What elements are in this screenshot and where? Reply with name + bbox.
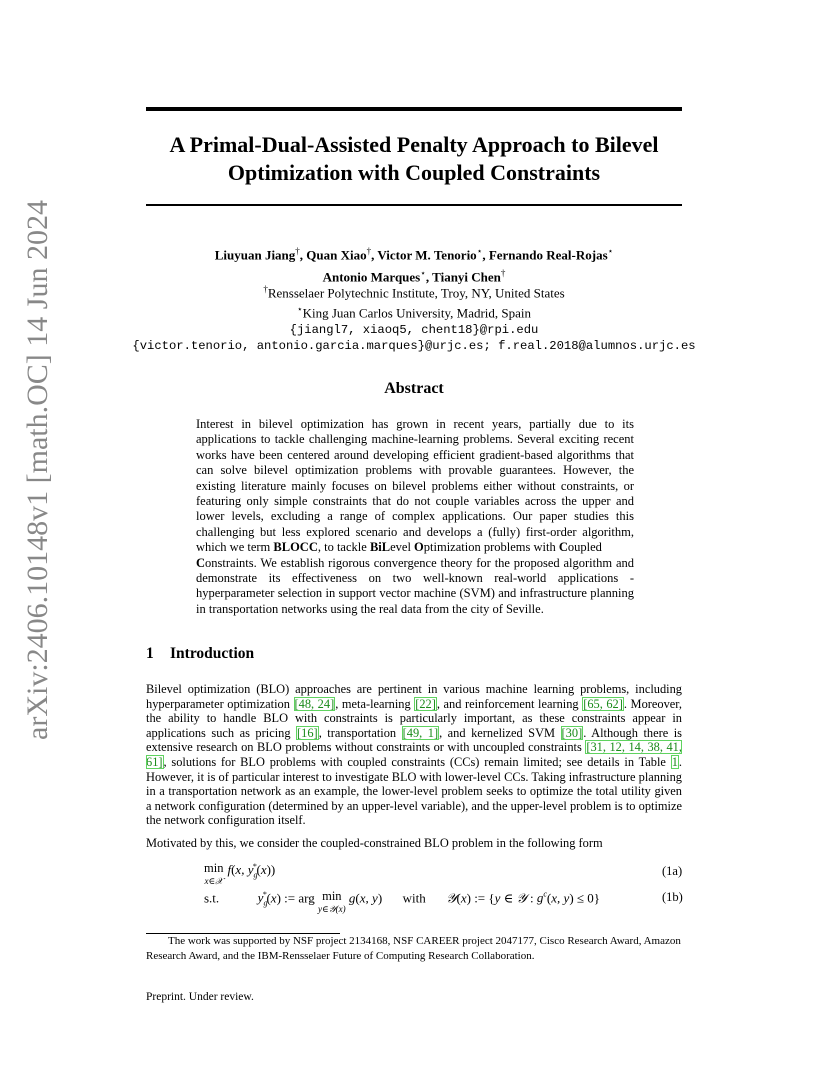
author-name: , Tianyi Chen <box>425 269 501 285</box>
equation-1a-label: (1a) <box>662 864 683 878</box>
affiliation-text: Rensselaer Polytechnic Institute, Troy, NY, United States <box>267 285 565 301</box>
author-name: Antonio Marques <box>322 269 421 285</box>
abstract-heading: Abstract <box>384 380 444 397</box>
author-mark: ⋆ <box>607 246 614 256</box>
abstract-acronym-letter: C <box>196 555 206 570</box>
abstract-acronym-letter: C <box>558 540 568 555</box>
abstract-text: Interest in bilevel optimization has grown in recent years, partially due to its applications to tackle challenging machine-learning problems. Several exciting recent works have been centered around developing efficient gradient-based algorithms that can solve bilevel optimization problems with provable guarantees. However, the existing literature mainly focuses on bilevel problems either without constraints, or featuring only simple constraints that do not couple variables across the upper and lower levels, excluding a range of complex applications. Our paper studies this challenging but less explored scenario and develops a (fully) first-order algorithm, which we term <box>196 417 634 555</box>
citation-link[interactable]: [31, 12, 14, 38, 41, 61] <box>146 740 682 769</box>
body-text: . Moreover, the ability to handle BLO with constraints is particularly important, as these constraints appear in applications such as pricing <box>146 696 683 740</box>
equation-1a: min x∈𝒳 $^{f(x, y_g^*(x))}$ <box>204 861 276 886</box>
citation-link[interactable]: [48, 24] <box>294 696 335 711</box>
equation-1b-label: (1b) <box>662 890 683 904</box>
author-name: , Victor M. Tenorio <box>371 247 477 263</box>
citation-link[interactable]: [65, 62] <box>583 696 623 711</box>
abstract-text: onstraints <box>205 555 254 570</box>
author-name: Liuyuan Jiang <box>214 247 296 263</box>
section-number: 1 <box>146 645 154 662</box>
abstract-acronym-letter: O <box>414 540 424 555</box>
affiliation-1 <box>130 281 698 301</box>
email-line-2 <box>130 338 698 354</box>
affiliation-mark: ⋆ <box>296 304 303 315</box>
with-label: with <box>402 890 426 906</box>
email-text: {victor.tenorio, antonio.garcia.marques}@urjc.es; <box>132 338 491 353</box>
author-name: , Fernando Real-Rojas <box>482 247 608 263</box>
email-line-1: {jiangl7, xiaoq5, chent18}@rpi.edu <box>289 322 539 337</box>
author-mark: † <box>295 246 300 256</box>
body-text: , transportation <box>318 725 402 740</box>
author-line-1 <box>146 242 682 264</box>
abstract-text: , to tackle <box>317 540 370 555</box>
footnote: The work was supported by NSF project 2134168, NSF CAREER project 2047177, Cisco Research Award, Amazon Research Award, and the IBM-Rensselaer Future of Computing Research Collaboration. <box>146 935 681 962</box>
section-heading-introduction <box>146 645 254 663</box>
abstract-acronym-letter: L <box>381 540 391 555</box>
abstract-body <box>196 417 634 617</box>
body-text: , meta-learning <box>335 696 415 711</box>
citation-link[interactable]: [49, 1] <box>402 725 439 740</box>
body-text: , solutions for BLO problems with coupled constraints (CCs) remain limited; see details in Table <box>163 754 671 769</box>
intro-paragraph-2: Motivated by this, we consider the coupled-constrained BLO problem in the following form <box>146 836 603 850</box>
abstract-blocc: BLOCC <box>273 540 318 555</box>
citation-link[interactable]: [30] <box>561 725 583 740</box>
citation-link[interactable]: [16] <box>297 725 318 740</box>
body-text: . However, it is of particular interest to investigate BLO with lower-level CCs. Taking infrastructure planning in a transportation network as an example, the lower-level problem seeks to optimize the total utility given a network configuration (determined by an upper-level variable), and the upper-level problem is to optimize the network configuration itself. <box>146 754 682 828</box>
title-top-rule <box>146 107 682 111</box>
affiliations <box>130 281 698 354</box>
min-operator: min y∈𝒴(x) <box>317 889 346 914</box>
title-bottom-rule <box>146 204 682 206</box>
citation-link[interactable]: [22] <box>415 696 436 711</box>
paper-title <box>146 131 682 187</box>
section-title: Introduction <box>170 645 255 662</box>
abstract-text: evel <box>390 540 415 555</box>
body-text: , and kernelized SVM <box>439 725 561 740</box>
preprint-notice: Preprint. Under review. <box>146 991 254 1003</box>
abstract-text: oupled <box>567 540 602 555</box>
title-line-1: A Primal-Dual-Assisted Penalty Approach to Bilevel <box>169 132 659 157</box>
affiliation-text: King Juan Carlos University, Madrid, Spain <box>302 305 532 321</box>
author-mark: ⋆ <box>420 268 426 279</box>
author-name: , Quan Xiao <box>299 247 367 263</box>
email-text: f.real.2018@alumnos.urjc.es <box>498 338 696 353</box>
body-text: , and reinforcement learning <box>436 696 583 711</box>
equation-1b: s.t. $y_g^*(x)$ := arg min y∈𝒴(x) g(x, y) with 𝒴(x) := {y ∈ 𝒴 : $g^c(x$, y) ≤ 0} <box>204 889 601 914</box>
author-mark: ⋆ <box>476 246 483 256</box>
affiliation-2 <box>130 301 698 321</box>
abstract-text: . We establish rigorous convergence theory for the proposed algorithm and demonstrate its effectiveness on two well-known real-world applications - hyperparameter selection in support vector machine (SVM) and infrastructure planning in transportation networks using the real data from the city of Seville. <box>196 555 634 616</box>
body-text: Bilevel optimization (BLO) approaches are pertinent in various machine learning problems, including hyperparameter optimization <box>146 682 682 711</box>
abstract-acronym-letter: Bi <box>369 540 382 555</box>
min-operator: min x∈𝒳 <box>204 861 224 886</box>
author-mark: † <box>366 246 372 256</box>
author-mark: † <box>500 268 506 279</box>
such-that-label: s.t. <box>204 890 220 906</box>
table-reference-link[interactable]: 1 <box>671 754 678 769</box>
title-line-2: Optimization with Coupled Constraints <box>227 160 601 185</box>
author-list <box>146 242 682 287</box>
intro-paragraph-1 <box>146 682 682 828</box>
abstract-text: ptimization problems with <box>423 540 559 555</box>
body-text: . Although there is extensive research on BLO problems without constraints or with uncoupled constraints <box>146 725 682 755</box>
arxiv-stamp <box>18 200 58 740</box>
affiliation-mark: † <box>263 284 268 294</box>
arxiv-stamp-text: arXiv:2406.10148v1 [math.OC] 14 Jun 2024 <box>21 200 54 740</box>
